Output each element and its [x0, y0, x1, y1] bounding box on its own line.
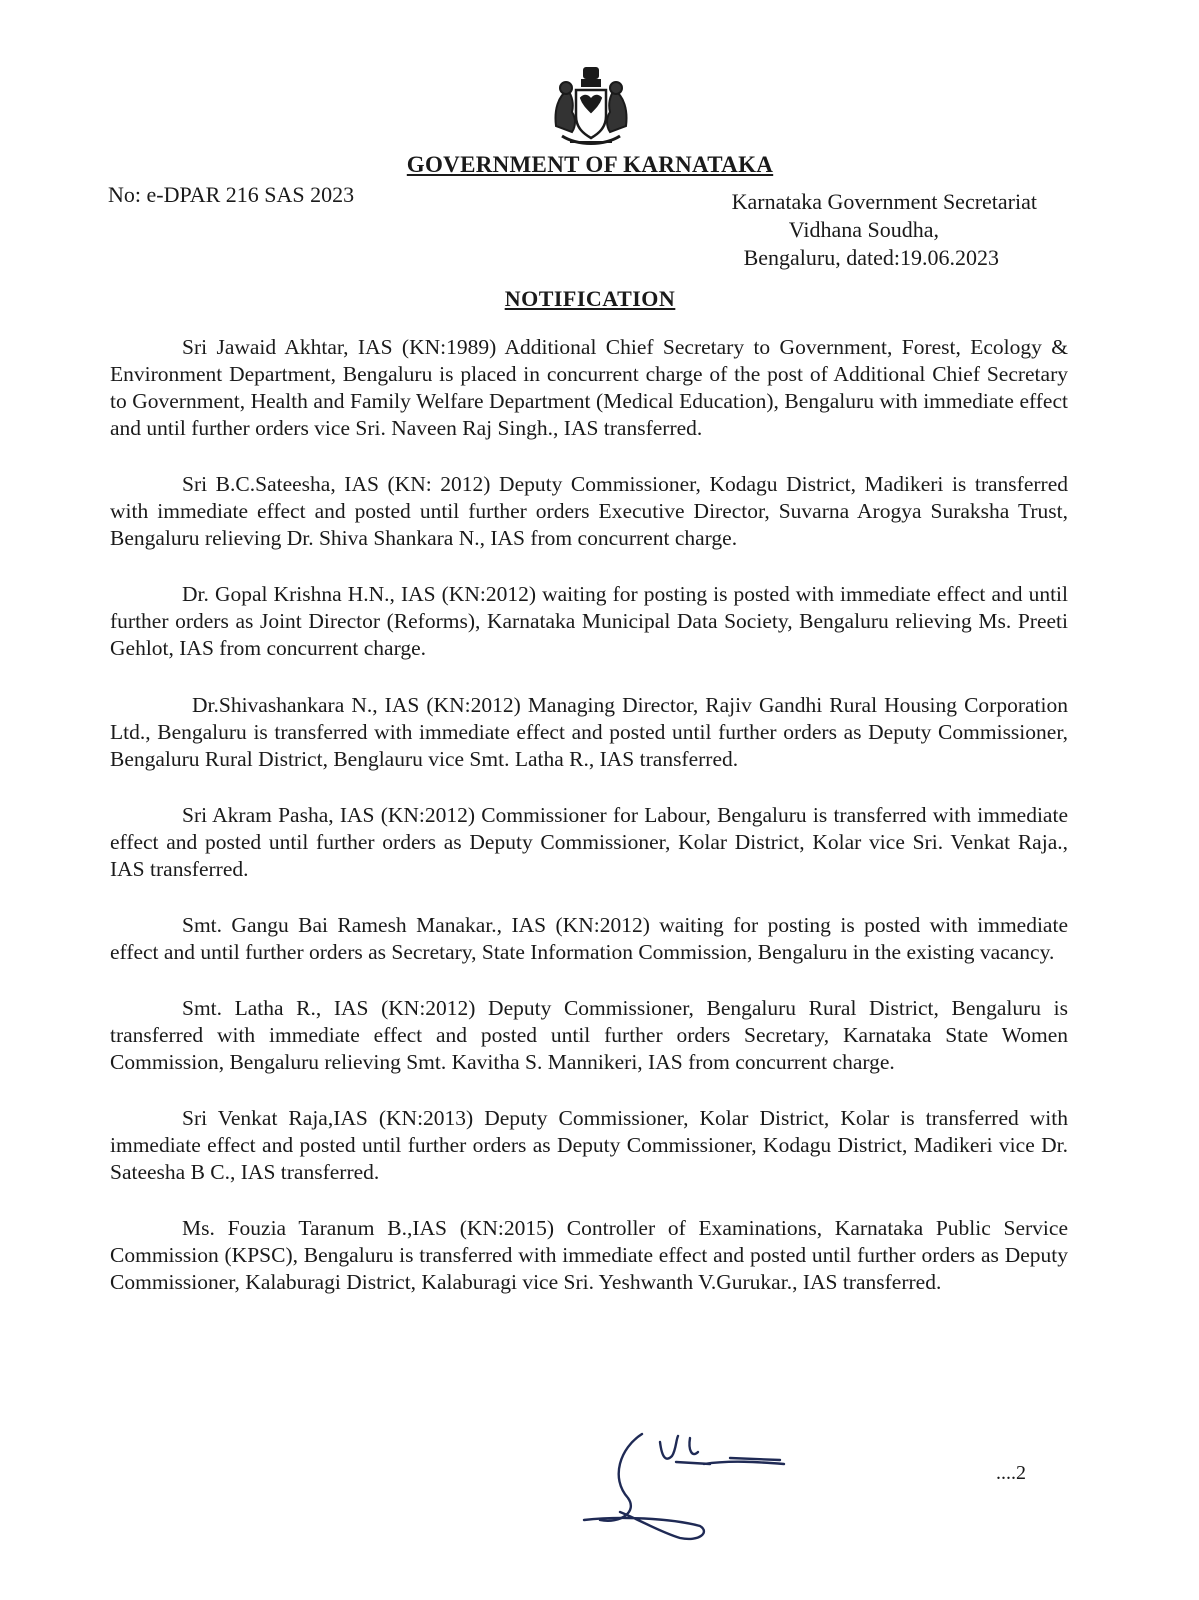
page-continuation: ....2 [996, 1462, 1026, 1484]
state-emblem-icon [548, 66, 634, 148]
government-title: GOVERNMENT OF KARNATAKA [406, 152, 774, 177]
address-line-building: Vidhana Soudha, [788, 217, 939, 242]
notification-paragraph: Ms. Fouzia Taranum B.,IAS (KN:2015) Controller of Examinations, Karnataka Public Service Commission (KPSC), Bengaluru is transferred with immediate effect and posted until further orders as Deputy Commissioner, Kalaburagi District, Kalaburagi vice Sri. Yeshwanth V.Gurukar., IAS transferred. [110, 1216, 1068, 1294]
notification-paragraph: Sri Akram Pasha, IAS (KN:2012) Commissioner for Labour, Bengaluru is transferred with immediate effect and posted until further orders as Deputy Commissioner, Kolar District, Kolar vice Sri. Venkat Raja., IAS transferred. [110, 803, 1068, 881]
notification-body [110, 334, 1068, 1325]
notification-paragraph: Smt. Gangu Bai Ramesh Manakar., IAS (KN:2012) waiting for posting is posted with immediate effect and until further orders as Secretary, State Information Commission, Bengaluru in the existing vacancy. [110, 913, 1068, 964]
notification-paragraph: Sri Jawaid Akhtar, IAS (KN:1989) Additional Chief Secretary to Government, Forest, Ecology & Environment Department, Bengaluru is placed in concurrent charge of the post of Additional Chief Secretary to Government, Health and Family Welfare Department (Medical Education), Bengaluru with immediate effect and until further orders vice Sri. Naveen Raj Singh., IAS transferred. [110, 335, 1068, 440]
notification-heading: NOTIFICATION [504, 286, 676, 311]
notification-paragraph: Sri B.C.Sateesha, IAS (KN: 2012) Deputy Commissioner, Kodagu District, Madikeri is transferred with immediate effect and posted until further orders Executive Director, Suvarna Arogya Suraksha Trust, Bengaluru relieving Dr. Shiva Shankara N., IAS from concurrent charge. [110, 472, 1068, 550]
issuing-address [619, 188, 1039, 272]
signature-icon [580, 1428, 800, 1568]
notification-paragraph: Dr.Shivashankara N., IAS (KN:2012) Managing Director, Rajiv Gandhi Rural Housing Corporation Ltd., Bengaluru is transferred with immediate effect and posted until further orders as Deputy Commissioner, Bengaluru Rural District, Benglauru vice Smt. Latha R., IAS transferred. [110, 693, 1068, 771]
address-line-date: Bengaluru, dated:19.06.2023 [743, 245, 999, 270]
address-line-secretariat: Karnataka Government Secretariat [731, 189, 1037, 214]
reference-number: No: e-DPAR 216 SAS 2023 [108, 182, 355, 207]
notification-paragraph: Sri Venkat Raja,IAS (KN:2013) Deputy Commissioner, Kolar District, Kolar is transferred with immediate effect and posted until further orders as Deputy Commissioner, Kodagu District, Madikeri vice Dr. Sateesha B C., IAS transferred. [110, 1106, 1068, 1184]
notification-paragraph: Smt. Latha R., IAS (KN:2012) Deputy Commissioner, Bengaluru Rural District, Bengaluru is transferred with immediate effect and posted until further orders Secretary, Karnataka State Women Commission, Bengaluru relieving Smt. Kavitha S. Mannikeri, IAS from concurrent charge. [110, 996, 1068, 1074]
notification-paragraph: Dr. Gopal Krishna H.N., IAS (KN:2012) waiting for posting is posted with immediate effect and until further orders as Joint Director (Reforms), Karnataka Municipal Data Society, Bengaluru relieving Ms. Preeti Gehlot, IAS from concurrent charge. [110, 582, 1068, 660]
